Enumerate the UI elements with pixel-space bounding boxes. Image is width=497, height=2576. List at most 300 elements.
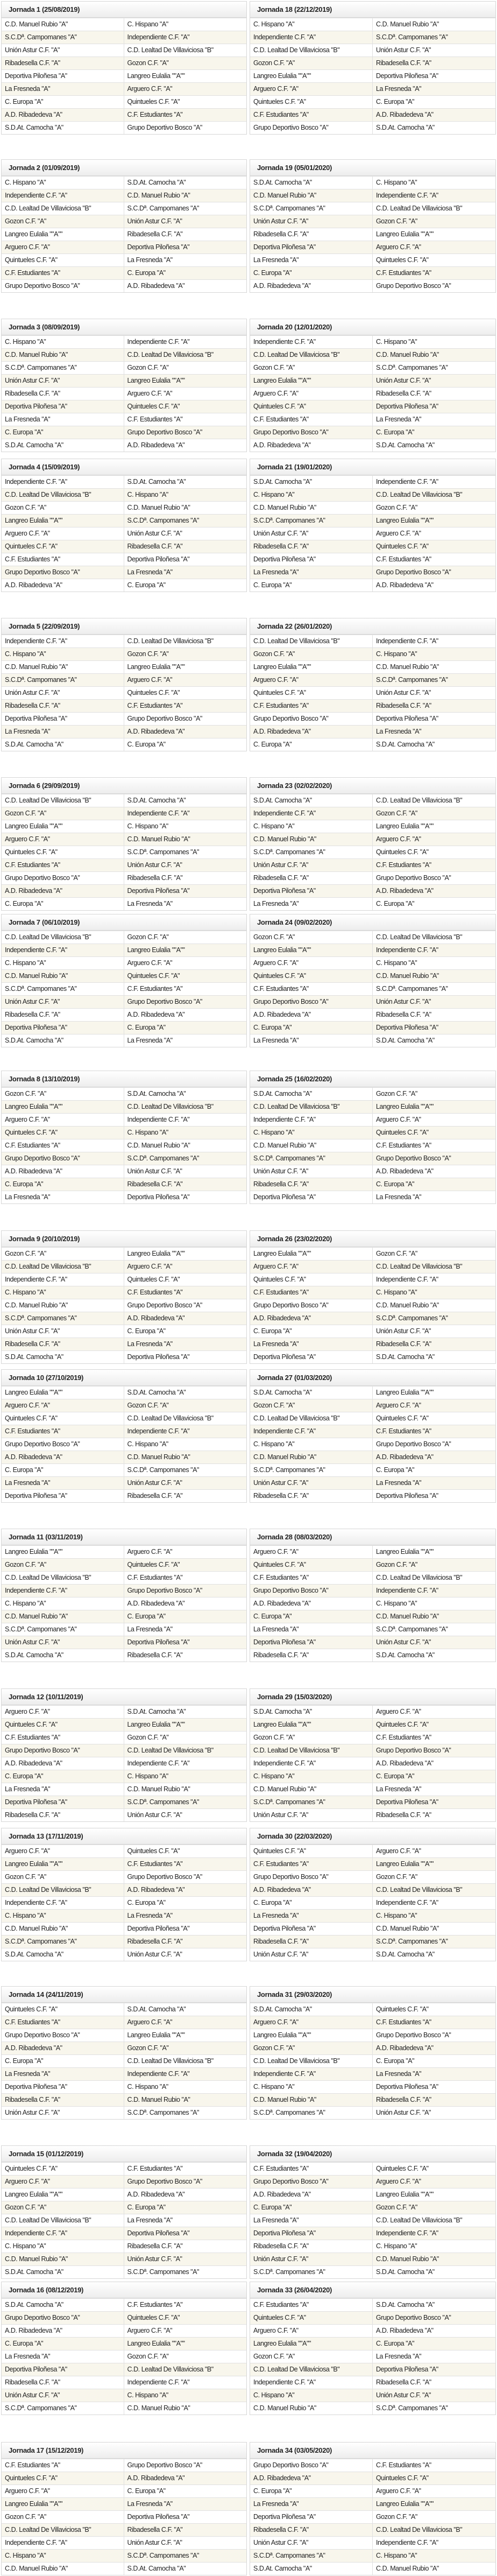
match-row <box>250 712 495 725</box>
match-row <box>250 1597 495 1610</box>
home-team: La Fresneda "A" <box>2 413 124 426</box>
away-team: S.D.At. Camocha "A" <box>376 1037 435 1044</box>
away-team: Ribadesella C.F. "A" <box>376 702 431 709</box>
home-team: Deportiva Piloñesa "A" <box>2 400 124 413</box>
away-team: Arguero C.F. "A" <box>127 676 173 684</box>
match-row <box>2 995 246 1008</box>
home-team: Quintueles C.F. "A" <box>2 254 124 266</box>
home-team: Quintueles C.F. "A" <box>2 2163 124 2175</box>
jornada-title: Jornada 12 (10/11/2019) <box>2 1689 246 1705</box>
jornada-title: Jornada 15 (01/12/2019) <box>2 2146 246 2162</box>
jornada-title: Jornada 33 (26/04/2020) <box>250 2282 495 2298</box>
home-team: Arguero C.F. "A" <box>250 957 373 969</box>
away-team: Ribadesella C.F. "A" <box>127 1492 183 1500</box>
home-team: S.D.At. Camocha "A" <box>2 122 124 134</box>
home-team: C.F. Estudiantes "A" <box>250 1572 373 1584</box>
away-team: Langreo Eulalia ""A"" <box>376 2191 434 2198</box>
match-row <box>250 279 495 292</box>
away-team: Unión Astur C.F. "A" <box>127 2539 182 2546</box>
away-team: A.D. Ribadedeva "A" <box>127 728 185 735</box>
away-team: Grupo Deportivo Bosco "A" <box>376 568 451 576</box>
home-team: Unión Astur C.F. "A" <box>250 859 373 871</box>
home-team: Grupo Deportivo Bosco "A" <box>2 1152 124 1165</box>
home-team: Deportiva Piloñesa "A" <box>250 1191 373 1203</box>
away-team: Quintueles C.F. "A" <box>376 543 429 550</box>
away-team: Independiente C.F. "A" <box>376 946 438 954</box>
match-row <box>250 738 495 751</box>
jornada-table <box>250 777 496 911</box>
home-team: Arguero C.F. "A" <box>250 1261 373 1273</box>
home-team: C. Hispano "A" <box>2 2550 124 2562</box>
match-row <box>2 2265 246 2278</box>
away-team: C.F. Estudiantes "A" <box>376 2018 431 2026</box>
away-team: Ribadesella C.F. "A" <box>127 1938 183 1945</box>
home-team: C. Europa "A" <box>250 1610 373 1623</box>
match-row <box>250 686 495 699</box>
away-team: C. Europa "A" <box>376 900 415 907</box>
jornada-title: Jornada 11 (03/11/2019) <box>2 1529 246 1545</box>
home-team: C.D. Lealtad De Villaviciosa "B" <box>2 794 124 807</box>
match-row <box>250 2472 495 2484</box>
home-team: Gozon C.F. "A" <box>2 1088 124 1100</box>
home-team: C. Hispano "A" <box>2 1597 124 1610</box>
away-team: C. Europa "A" <box>127 1899 166 1906</box>
home-team: C. Hispano "A" <box>2 2240 124 2253</box>
match-row <box>250 2510 495 2523</box>
home-team: C.D. Manuel Rubio "A" <box>2 2563 124 2575</box>
match-row <box>250 1247 495 1260</box>
match-row <box>250 956 495 969</box>
away-team: Langreo Eulalia ""A"" <box>127 1250 185 1257</box>
match-row <box>250 660 495 673</box>
away-team: C. Hispano "A" <box>127 1129 168 1136</box>
away-team: La Fresneda "A" <box>376 1193 422 1201</box>
home-team: Unión Astur C.F. "A" <box>250 1809 373 1821</box>
home-team: C. Europa "A" <box>2 898 124 910</box>
home-team: C.D. Lealtad De Villaviciosa "B" <box>2 2214 124 2227</box>
home-team: C. Hispano "A" <box>2 1910 124 1922</box>
jornada-title: Jornada 14 (24/11/2019) <box>2 1987 246 2003</box>
jornada-title: Jornada 2 (01/09/2019) <box>2 160 246 176</box>
match-row <box>250 1087 495 1100</box>
away-team: Gozon C.F. "A" <box>127 1734 169 1741</box>
home-team: C. Hispano "A" <box>2 648 124 660</box>
away-team: Deportiva Piloñesa "A" <box>127 1353 190 1361</box>
away-team: Gozon C.F. "A" <box>127 1402 169 1409</box>
match-row <box>250 2214 495 2227</box>
home-team: S.D.At. Camocha "A" <box>2 439 124 452</box>
match-row <box>250 944 495 956</box>
jornada-title: Jornada 20 (12/01/2020) <box>250 319 495 335</box>
home-team: Ribadesella C.F. "A" <box>2 2376 124 2389</box>
away-team: Ribadesella C.F. "A" <box>376 2096 431 2103</box>
away-team: Arguero C.F. "A" <box>127 2327 173 2334</box>
jornada-title: Jornada 19 (05/01/2020) <box>250 160 495 176</box>
home-team: C. Europa "A" <box>2 2338 124 2350</box>
match-row <box>2 374 246 387</box>
home-team: C.D. Lealtad De Villaviciosa "B" <box>2 2524 124 2536</box>
home-team: S.C.Dª. Campomanes "A" <box>250 202 373 215</box>
match-row <box>250 2497 495 2510</box>
match-row <box>250 387 495 400</box>
home-team: Langreo Eulalia ""A"" <box>250 2338 373 2350</box>
away-team: S.D.At. Camocha "A" <box>376 741 435 748</box>
home-team: Langreo Eulalia ""A"" <box>250 661 373 673</box>
home-team: Gozon C.F. "A" <box>250 1732 373 1744</box>
away-team: Langreo Eulalia ""A"" <box>376 2500 434 2508</box>
home-team: A.D. Ribadedeva "A" <box>250 1884 373 1896</box>
jornada-table <box>1 459 247 592</box>
match-row <box>250 2003 495 2016</box>
away-team: Ribadesella C.F. "A" <box>127 1180 183 1188</box>
away-team: Grupo Deportivo Bosco "A" <box>127 2178 202 2185</box>
home-team: Ribadesella C.F. "A" <box>250 2240 373 2253</box>
home-team: Unión Astur C.F. "A" <box>250 2537 373 2549</box>
jornada-title: Jornada 21 (19/01/2020) <box>250 459 495 475</box>
home-team: Ribadesella C.F. "A" <box>2 700 124 712</box>
away-team: C.F. Estudiantes "A" <box>376 269 431 277</box>
match-row <box>250 121 495 134</box>
match-row <box>250 2298 495 2311</box>
match-row <box>2 2029 246 2042</box>
home-team: Gozon C.F. "A" <box>2 215 124 228</box>
jornada-title: Jornada 5 (22/09/2019) <box>2 618 246 635</box>
match-row <box>250 189 495 202</box>
match-row <box>2 2459 246 2472</box>
home-team: Langreo Eulalia ""A"" <box>2 1101 124 1113</box>
away-team: Arguero C.F. "A" <box>376 1116 421 1123</box>
match-row <box>250 2067 495 2080</box>
away-team: A.D. Ribadedeva "A" <box>127 1314 185 1322</box>
away-team: La Fresneda "A" <box>127 1340 173 1348</box>
away-team: Unión Astur C.F. "A" <box>127 217 182 225</box>
home-team: Quintueles C.F. "A" <box>2 1719 124 1731</box>
away-team: C.D. Manuel Rubio "A" <box>127 1785 190 1793</box>
home-team: Unión Astur C.F. "A" <box>2 687 124 699</box>
away-team: A.D. Ribadedeva "A" <box>127 1011 185 1018</box>
home-team: Langreo Eulalia ""A"" <box>250 1719 373 1731</box>
match-row <box>250 820 495 833</box>
match-row <box>250 1909 495 1922</box>
away-team: La Fresneda "A" <box>127 568 173 576</box>
jornada-title: Jornada 29 (15/03/2020) <box>250 1689 495 1705</box>
away-team: Arguero C.F. "A" <box>127 2018 173 2026</box>
away-team: C.D. Lealtad De Villaviciosa "B" <box>376 205 463 212</box>
match-row <box>250 579 495 592</box>
home-team: S.D.At. Camocha "A" <box>250 2563 373 2575</box>
match-row <box>250 361 495 374</box>
away-team: Ribadesella C.F. "A" <box>376 1340 431 1348</box>
home-team: C.D. Manuel Rubio "A" <box>2 1610 124 1623</box>
away-team: Independiente C.F. "A" <box>376 192 438 199</box>
home-team: C. Europa "A" <box>2 1464 124 1476</box>
match-row <box>250 2240 495 2253</box>
match-row <box>250 2389 495 2402</box>
away-team: Deportiva Piloñesa "A" <box>127 1925 190 1932</box>
away-team: C.D. Lealtad De Villaviciosa "B" <box>376 491 463 498</box>
match-row <box>250 794 495 807</box>
match-row <box>2 475 246 488</box>
home-team: Independiente C.F. "A" <box>2 635 124 647</box>
home-team: Langreo Eulalia ""A"" <box>250 944 373 956</box>
away-team: C. Hispano "A" <box>127 1772 168 1780</box>
home-team: Ribadesella C.F. "A" <box>250 1490 373 1502</box>
match-row <box>2 1338 246 1350</box>
away-team: C.D. Lealtad De Villaviciosa "B" <box>376 1574 463 1581</box>
match-row <box>2 897 246 910</box>
match-row <box>250 1386 495 1399</box>
home-team: C.D. Manuel Rubio "A" <box>2 349 124 361</box>
away-team: C.D. Lealtad De Villaviciosa "B" <box>127 637 214 645</box>
match-row <box>2 1087 246 1100</box>
match-row <box>250 2175 495 2188</box>
away-team: Grupo Deportivo Bosco "A" <box>376 282 451 290</box>
away-team: C.D. Lealtad De Villaviciosa "B" <box>127 351 214 358</box>
match-row <box>250 2162 495 2175</box>
home-team: Gozon C.F. "A" <box>250 931 373 944</box>
match-row <box>2 18 246 31</box>
home-team: S.C.Dª. Campomanes "A" <box>2 1935 124 1948</box>
home-team: Quintueles C.F. "A" <box>250 1559 373 1571</box>
home-team: Grupo Deportivo Bosco "A" <box>250 1585 373 1597</box>
home-team: Independiente C.F. "A" <box>2 1273 124 1286</box>
away-team: Quintueles C.F. "A" <box>376 256 429 264</box>
match-row <box>250 82 495 95</box>
home-team: A.D. Ribadedeva "A" <box>2 1165 124 1178</box>
home-team: C.D. Lealtad De Villaviciosa "B" <box>2 1884 124 1896</box>
match-row <box>250 348 495 361</box>
match-row <box>2 1178 246 1191</box>
match-row <box>2 2003 246 2016</box>
jornada-title: Jornada 9 (20/10/2019) <box>2 1231 246 1247</box>
match-row <box>2 1399 246 1412</box>
away-team: C. Hispano "A" <box>127 20 168 28</box>
away-team: Deportiva Piloñesa "A" <box>376 2083 438 2091</box>
home-team: Ribadesella C.F. "A" <box>250 1649 373 1662</box>
home-team: Quintueles C.F. "A" <box>2 1127 124 1139</box>
match-row <box>250 2016 495 2029</box>
away-team: Arguero C.F. "A" <box>376 2178 421 2185</box>
jornada-table <box>1 1828 247 1961</box>
match-row <box>2 858 246 871</box>
away-team: C.D. Manuel Rubio "A" <box>127 1453 190 1461</box>
away-team: A.D. Ribadedeva "A" <box>127 2191 185 2198</box>
away-team: C.D. Manuel Rubio "A" <box>376 20 439 28</box>
home-team: S.C.Dª. Campomanes "A" <box>250 2266 373 2278</box>
home-team: Unión Astur C.F. "A" <box>250 527 373 540</box>
home-team: Grupo Deportivo Bosco "A" <box>2 2029 124 2042</box>
jornada-table <box>250 1230 496 1364</box>
match-row <box>250 1273 495 1286</box>
match-row <box>2 579 246 592</box>
home-team: S.C.Dª. Campomanes "A" <box>250 846 373 858</box>
away-team: Unión Astur C.F. "A" <box>127 1811 182 1819</box>
away-team: Quintueles C.F. "A" <box>127 1276 180 1283</box>
away-team: Grupo Deportivo Bosco "A" <box>127 124 202 131</box>
match-row <box>2 2201 246 2214</box>
home-team: S.C.Dª. Campomanes "A" <box>2 1623 124 1636</box>
match-row <box>2 1770 246 1783</box>
match-row <box>2 647 246 660</box>
away-team: S.D.At. Camocha "A" <box>127 2005 186 2013</box>
jornada-title: Jornada 6 (29/09/2019) <box>2 778 246 794</box>
match-row <box>2 794 246 807</box>
home-team: C.D. Manuel Rubio "A" <box>2 1299 124 1312</box>
match-row <box>2 686 246 699</box>
home-team: Deportiva Piloñesa "A" <box>2 713 124 725</box>
jornada-table <box>250 1688 496 1822</box>
jornada-title: Jornada 27 (01/03/2020) <box>250 1370 495 1386</box>
home-team: C. Europa "A" <box>250 2485 373 2497</box>
away-team: S.C.Dª. Campomanes "A" <box>376 1625 448 1633</box>
home-team: C. Hispano "A" <box>250 820 373 833</box>
home-team: Unión Astur C.F. "A" <box>2 375 124 387</box>
away-team: S.D.At. Camocha "A" <box>127 1708 186 1715</box>
away-team: S.C.Dª. Campomanes "A" <box>127 2552 200 2559</box>
match-row <box>2 189 246 202</box>
away-team: S.D.At. Camocha "A" <box>376 124 435 131</box>
match-row <box>250 1783 495 1796</box>
match-row <box>250 1705 495 1718</box>
away-team: C.D. Manuel Rubio "A" <box>376 1925 439 1932</box>
match-row <box>250 566 495 579</box>
match-row <box>250 2042 495 2054</box>
match-row <box>2 1476 246 1489</box>
match-row <box>2 2175 246 2188</box>
jornada-title: Jornada 18 (22/12/2019) <box>250 2 495 18</box>
match-row <box>2 1922 246 1935</box>
away-team: Langreo Eulalia ""A"" <box>376 1548 434 1556</box>
jornada-table <box>1 1688 247 1822</box>
home-team: Grupo Deportivo Bosco "A" <box>250 122 373 134</box>
match-row <box>250 1649 495 1662</box>
away-team: Arguero C.F. "A" <box>127 959 173 967</box>
away-team: Gozon C.F. "A" <box>376 1250 417 1257</box>
home-team: Arguero C.F. "A" <box>250 2325 373 2337</box>
away-team: C.D. Manuel Rubio "A" <box>127 835 190 843</box>
away-team: La Fresneda "A" <box>376 1785 422 1793</box>
home-team: S.D.At. Camocha "A" <box>2 738 124 751</box>
away-team: S.C.Dª. Campomanes "A" <box>127 2268 200 2276</box>
home-team: C.F. Estudiantes "A" <box>2 2459 124 2472</box>
away-team: Gozon C.F. "A" <box>127 933 169 941</box>
home-team: Quintueles C.F. "A" <box>250 1273 373 1286</box>
home-team: C.F. Estudiantes "A" <box>250 1858 373 1870</box>
home-team: Gozon C.F. "A" <box>250 2350 373 2363</box>
match-row <box>250 1770 495 1783</box>
match-row <box>250 1399 495 1412</box>
away-team: C.D. Lealtad De Villaviciosa "B" <box>127 1747 214 1754</box>
match-row <box>2 699 246 712</box>
away-team: Ribadesella C.F. "A" <box>127 543 183 550</box>
match-row <box>2 2363 246 2376</box>
away-team: Gozon C.F. "A" <box>376 1090 417 1097</box>
match-row <box>250 1165 495 1178</box>
home-team: C.F. Estudiantes "A" <box>2 267 124 279</box>
away-team: C. Europa "A" <box>127 2204 166 2211</box>
home-team: C. Europa "A" <box>250 579 373 592</box>
match-row <box>250 2459 495 2472</box>
match-row <box>2 1350 246 1363</box>
away-team: C. Europa "A" <box>127 2487 166 2495</box>
away-team: Arguero C.F. "A" <box>376 2487 421 2495</box>
away-team: C. Hispano "A" <box>376 338 417 346</box>
match-row <box>250 1623 495 1636</box>
match-row <box>250 1178 495 1191</box>
home-team: A.D. Ribadedeva "A" <box>2 2042 124 2054</box>
home-team: Arguero C.F. "A" <box>250 674 373 686</box>
away-team: C. Hispano "A" <box>127 1440 168 1448</box>
match-row <box>250 2054 495 2067</box>
jornada-title: Jornada 16 (08/12/2019) <box>2 2282 246 2298</box>
home-team: Deportiva Piloñesa "A" <box>250 885 373 897</box>
match-row <box>250 2536 495 2549</box>
match-row <box>250 95 495 108</box>
jornada-title: Jornada 32 (19/04/2020) <box>250 2146 495 2162</box>
away-team: Independiente C.F. "A" <box>376 478 438 485</box>
match-row <box>2 1948 246 1961</box>
away-team: S.D.At. Camocha "A" <box>376 2268 435 2276</box>
away-team: Independiente C.F. "A" <box>127 1116 190 1123</box>
match-row <box>2 1731 246 1744</box>
home-team: A.D. Ribadedeva "A" <box>2 109 124 121</box>
match-row <box>2 1299 246 1312</box>
match-row <box>2 57 246 69</box>
match-row <box>250 202 495 215</box>
home-team: S.C.Dª. Campomanes "A" <box>2 983 124 995</box>
home-team: Arguero C.F. "A" <box>2 1114 124 1126</box>
home-team: C.D. Manuel Rubio "A" <box>2 18 124 31</box>
away-team: Arguero C.F. "A" <box>376 243 421 251</box>
match-row <box>2 2227 246 2240</box>
match-row <box>250 1896 495 1909</box>
away-team: A.D. Ribadedeva "A" <box>376 887 434 895</box>
home-team: Langreo Eulalia ""A"" <box>2 228 124 241</box>
match-row <box>250 1922 495 1935</box>
match-row <box>2 228 246 241</box>
home-team: Grupo Deportivo Bosco "A" <box>2 872 124 884</box>
away-team: La Fresneda "A" <box>127 2500 173 2508</box>
away-team: Independiente C.F. "A" <box>376 2229 438 2237</box>
home-team: Independiente C.F. "A" <box>250 31 373 44</box>
match-row <box>250 2549 495 2562</box>
match-row <box>2 1909 246 1922</box>
away-team: C.D. Lealtad De Villaviciosa "B" <box>127 2057 214 2065</box>
match-row <box>2 566 246 579</box>
home-team: Gozon C.F. "A" <box>250 2042 373 2054</box>
home-team: C.D. Manuel Rubio "A" <box>250 2402 373 2415</box>
home-team: Deportiva Piloñesa "A" <box>250 1636 373 1649</box>
match-row <box>2 944 246 956</box>
away-team: Quintueles C.F. "A" <box>127 689 180 696</box>
away-team: S.C.Dª. Campomanes "A" <box>376 1938 448 1945</box>
jornada-title: Jornada 13 (17/11/2019) <box>2 1828 246 1845</box>
home-team: C.F. Estudiantes "A" <box>250 2163 373 2175</box>
jornada-table <box>1 618 247 751</box>
home-team: C. Hispano "A" <box>250 489 373 501</box>
home-team: C.D. Lealtad De Villaviciosa "B" <box>250 1412 373 1425</box>
away-team: Gozon C.F. "A" <box>376 504 417 511</box>
home-team: Gozon C.F. "A" <box>2 2201 124 2214</box>
match-row <box>250 2253 495 2265</box>
match-row <box>2 1386 246 1399</box>
home-team: Ribadesella C.F. "A" <box>250 1178 373 1191</box>
home-team: La Fresneda "A" <box>250 1338 373 1350</box>
home-team: La Fresneda "A" <box>250 254 373 266</box>
home-team: Unión Astur C.F. "A" <box>2 2389 124 2402</box>
home-team: Langreo Eulalia ""A"" <box>250 1248 373 1260</box>
match-row <box>250 2562 495 2575</box>
